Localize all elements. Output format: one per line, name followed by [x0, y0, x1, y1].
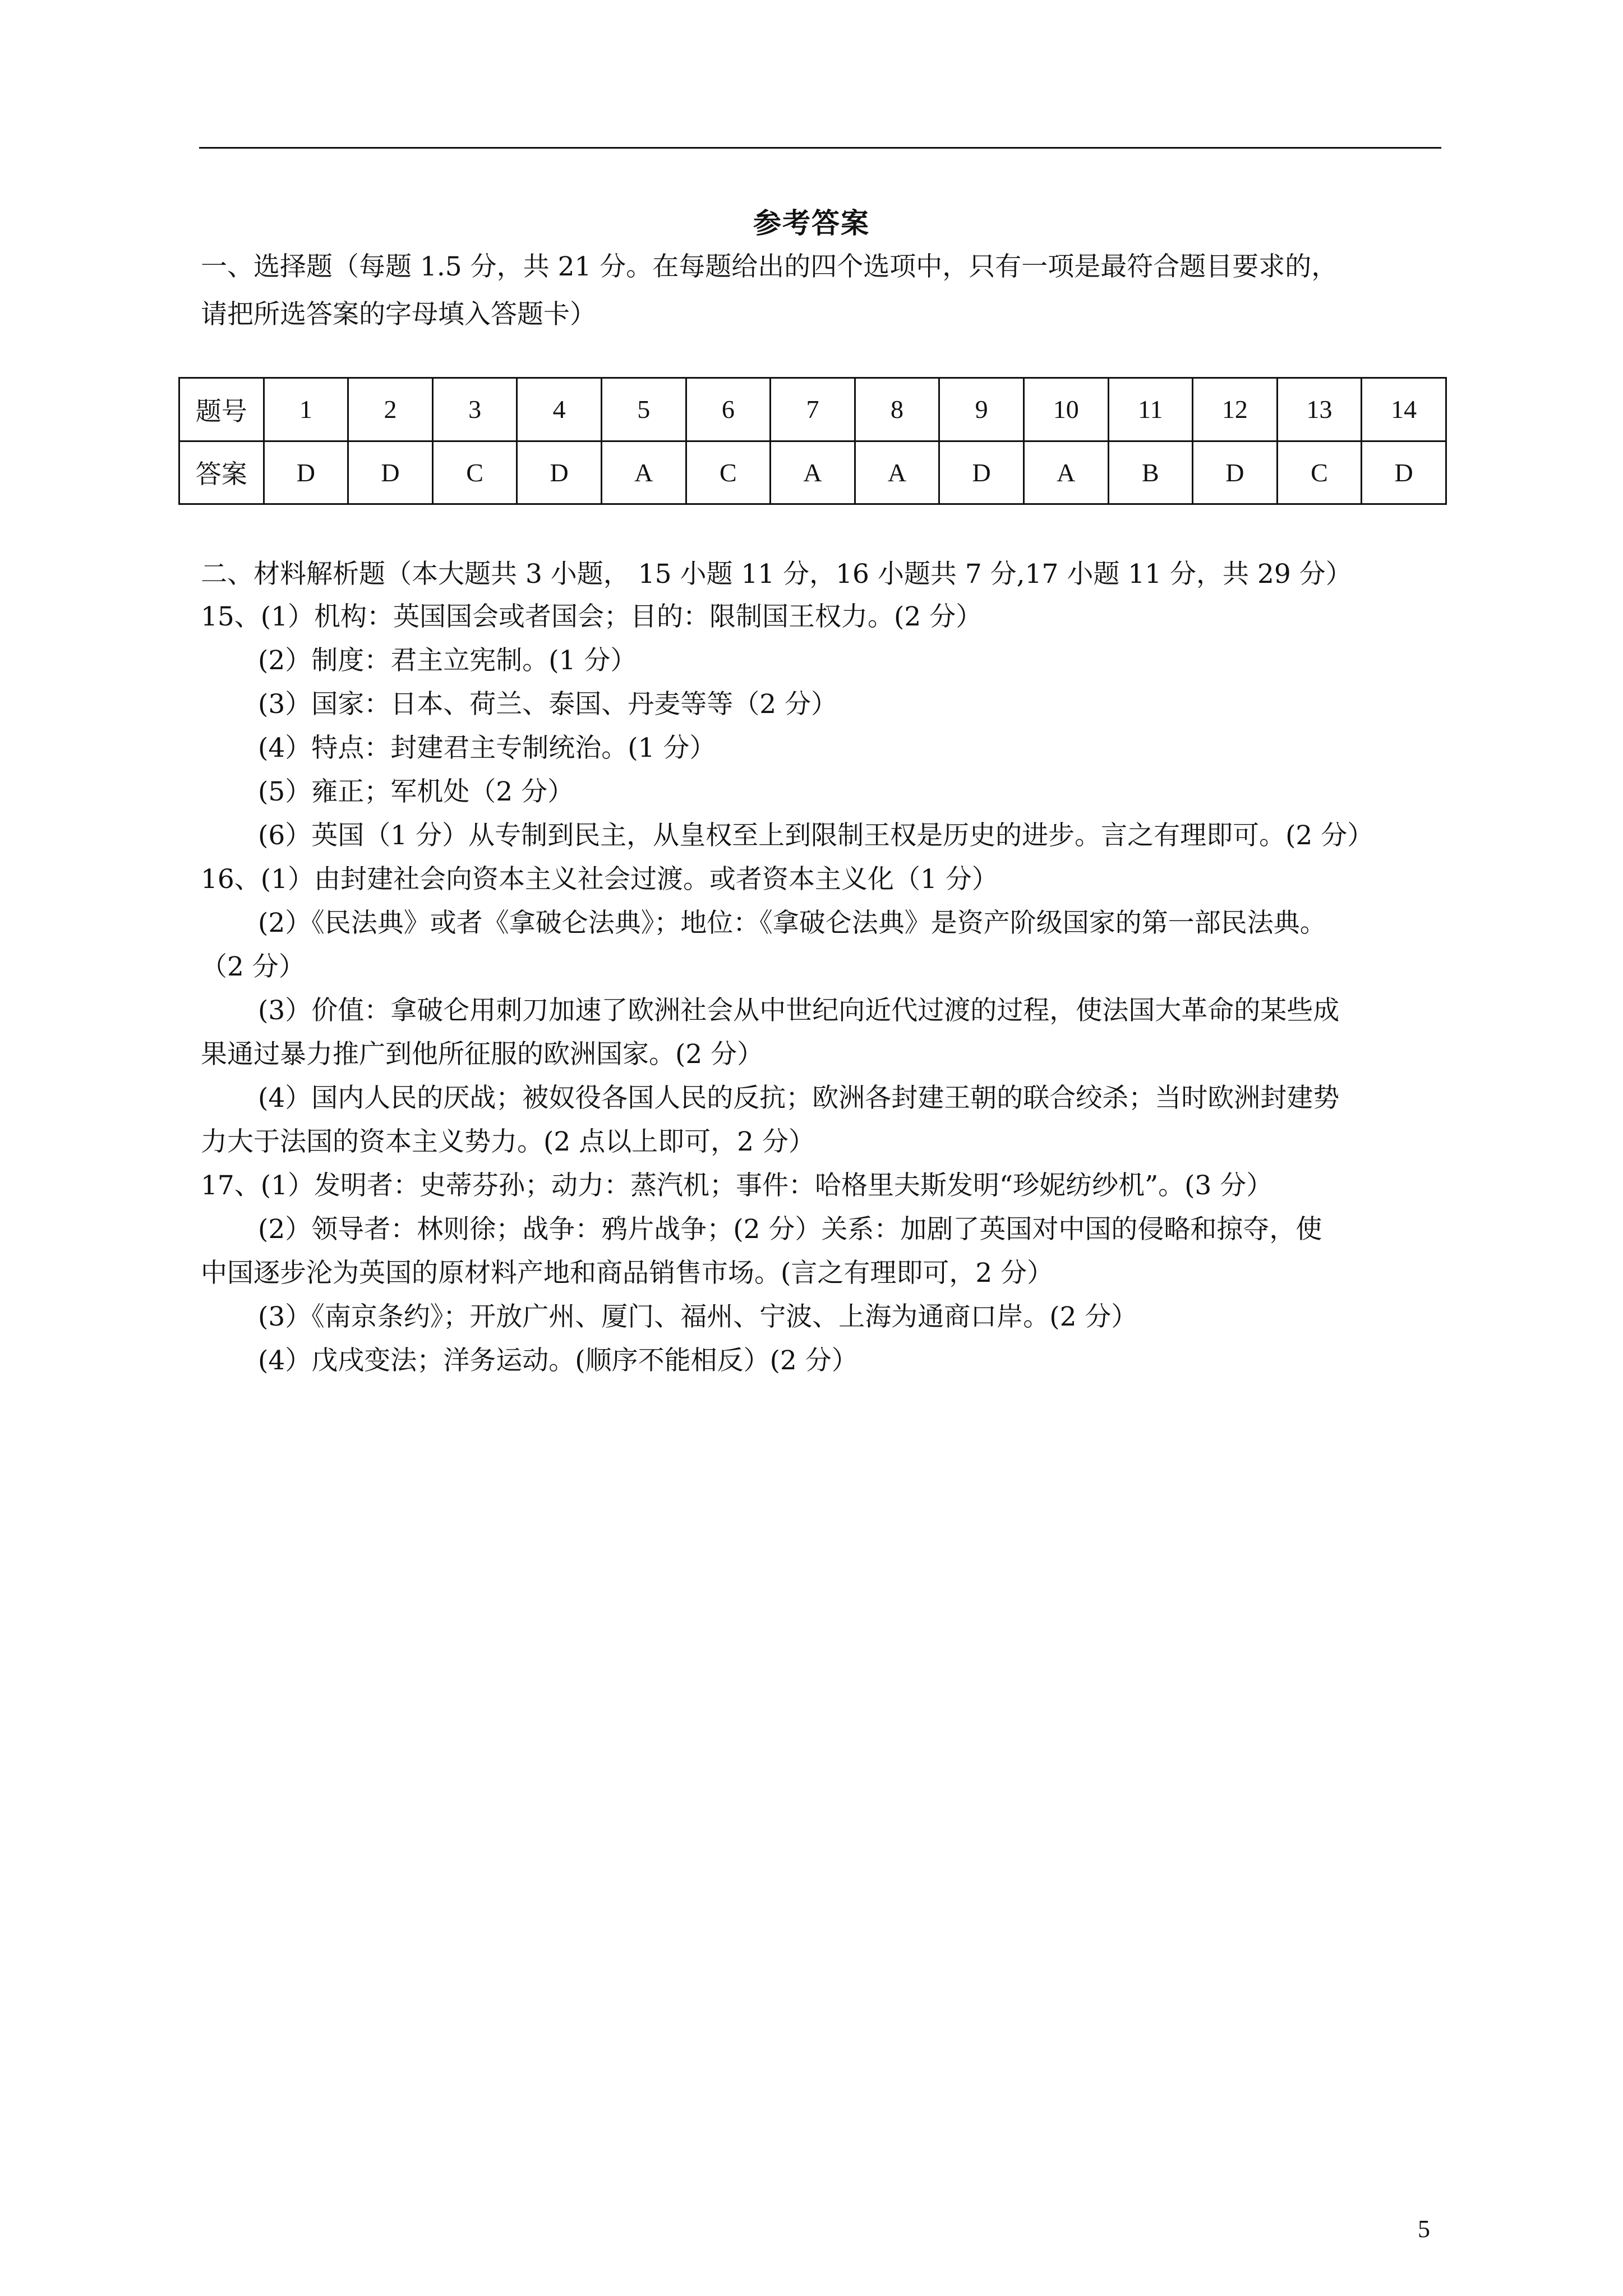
question-number: 3 [432, 378, 517, 441]
question-number: 2 [348, 378, 433, 441]
answer-table [178, 377, 1447, 505]
question-number: 7 [771, 378, 855, 441]
answer-line: (2）《民法典》或者《拿破仑法典》；地位：《拿破仑法典》是资产阶级国家的第一部民法典。 [258, 908, 1326, 938]
answer-cell: C [1277, 441, 1362, 504]
section1-instructions-cont: 请把所选答案的字母填入答题卡） [201, 299, 596, 330]
answer-cell: A [771, 441, 855, 504]
answer-line: 17、(1）发明者：史蒂芬孙；动力：蒸汽机；事件：哈格里夫斯发明“珍妮纺纱机”。(3 分） [201, 1170, 1273, 1201]
row-label: 答案 [179, 441, 264, 504]
answer-cell: D [264, 441, 348, 504]
answer-cell: A [855, 441, 939, 504]
answer-row [179, 441, 1446, 504]
question-number-row [179, 378, 1446, 441]
answer-line: 15、(1）机构：英国国会或者国会；目的：限制国王权力。(2 分） [201, 601, 983, 632]
question-number: 9 [939, 378, 1024, 441]
page-number: 5 [1418, 2215, 1430, 2243]
answer-line: 果通过暴力推广到他所征服的欧洲国家。(2 分） [201, 1039, 764, 1070]
answer-cell: A [1023, 441, 1108, 504]
answer-line: （2 分） [201, 951, 305, 982]
answer-cell: D [517, 441, 602, 504]
answer-cell: D [939, 441, 1024, 504]
answer-line: (2）制度：君主立宪制。(1 分） [258, 645, 637, 676]
header-rule [199, 147, 1441, 149]
section2-heading: 二、材料解析题（本大题共 3 小题， 15 小题 11 分，16 小题共 7 分,17 小题 11 分，共 29 分） [201, 559, 1352, 590]
answer-line: (4）国内人民的厌战；被奴役各国人民的反抗；欧洲各封建王朝的联合绞杀；当时欧洲封建势 [258, 1083, 1340, 1114]
question-number: 8 [855, 378, 939, 441]
answer-line: (3）《南京条约》；开放广州、厦门、福州、宁波、上海为通商口岸。(2 分） [258, 1301, 1138, 1332]
answer-line: (3）国家：日本、荷兰、泰国、丹麦等等（2 分） [258, 689, 838, 720]
answer-cell: C [432, 441, 517, 504]
answer-cell: A [601, 441, 686, 504]
answer-line: (4）戊戌变法；洋务运动。(顺序不能相反）(2 分） [258, 1345, 858, 1376]
question-number: 6 [686, 378, 771, 441]
answer-line: (5）雍正；军机处（2 分） [258, 776, 574, 807]
answer-line: (2）领导者：林则徐；战争：鸦片战争；(2 分）关系：加剧了英国对中国的侵略和掠夺，使 [258, 1214, 1322, 1245]
section1-instructions: 一、选择题（每题 1.5 分，共 21 分。在每题给出的四个选项中，只有一项是最符合题目要求的， [201, 251, 1338, 282]
answer-line: (3）价值：拿破仑用刺刀加速了欧洲社会从中世纪向近代过渡的过程，使法国大革命的某些成 [258, 995, 1340, 1026]
row-label: 题号 [179, 378, 264, 441]
question-number: 13 [1277, 378, 1362, 441]
answer-line: (6）英国（1 分）从专制到民主，从皇权至上到限制王权是历史的进步。言之有理即可。(2 分） [258, 820, 1374, 851]
answer-cell: D [1362, 441, 1446, 504]
answer-line: 中国逐步沦为英国的原材料产地和商品销售市场。(言之有理即可，2 分） [201, 1258, 1054, 1289]
answer-line: (4）特点：封建君主专制统治。(1 分） [258, 733, 716, 763]
page-title: 参考答案 [753, 206, 870, 240]
question-number: 4 [517, 378, 602, 441]
answer-cell: C [686, 441, 771, 504]
question-number: 14 [1362, 378, 1446, 441]
answer-cell: D [1193, 441, 1278, 504]
answer-cell: D [348, 441, 433, 504]
question-number: 11 [1108, 378, 1193, 441]
question-number: 1 [264, 378, 348, 441]
answer-line: 16、(1）由封建社会向资本主义社会过渡。或者资本主义化（1 分） [201, 864, 998, 895]
answer-cell: B [1108, 441, 1193, 504]
question-number: 10 [1023, 378, 1108, 441]
question-number: 5 [601, 378, 686, 441]
question-number: 12 [1193, 378, 1278, 441]
answer-line: 力大于法国的资本主义势力。(2 点以上即可，2 分） [201, 1126, 815, 1157]
